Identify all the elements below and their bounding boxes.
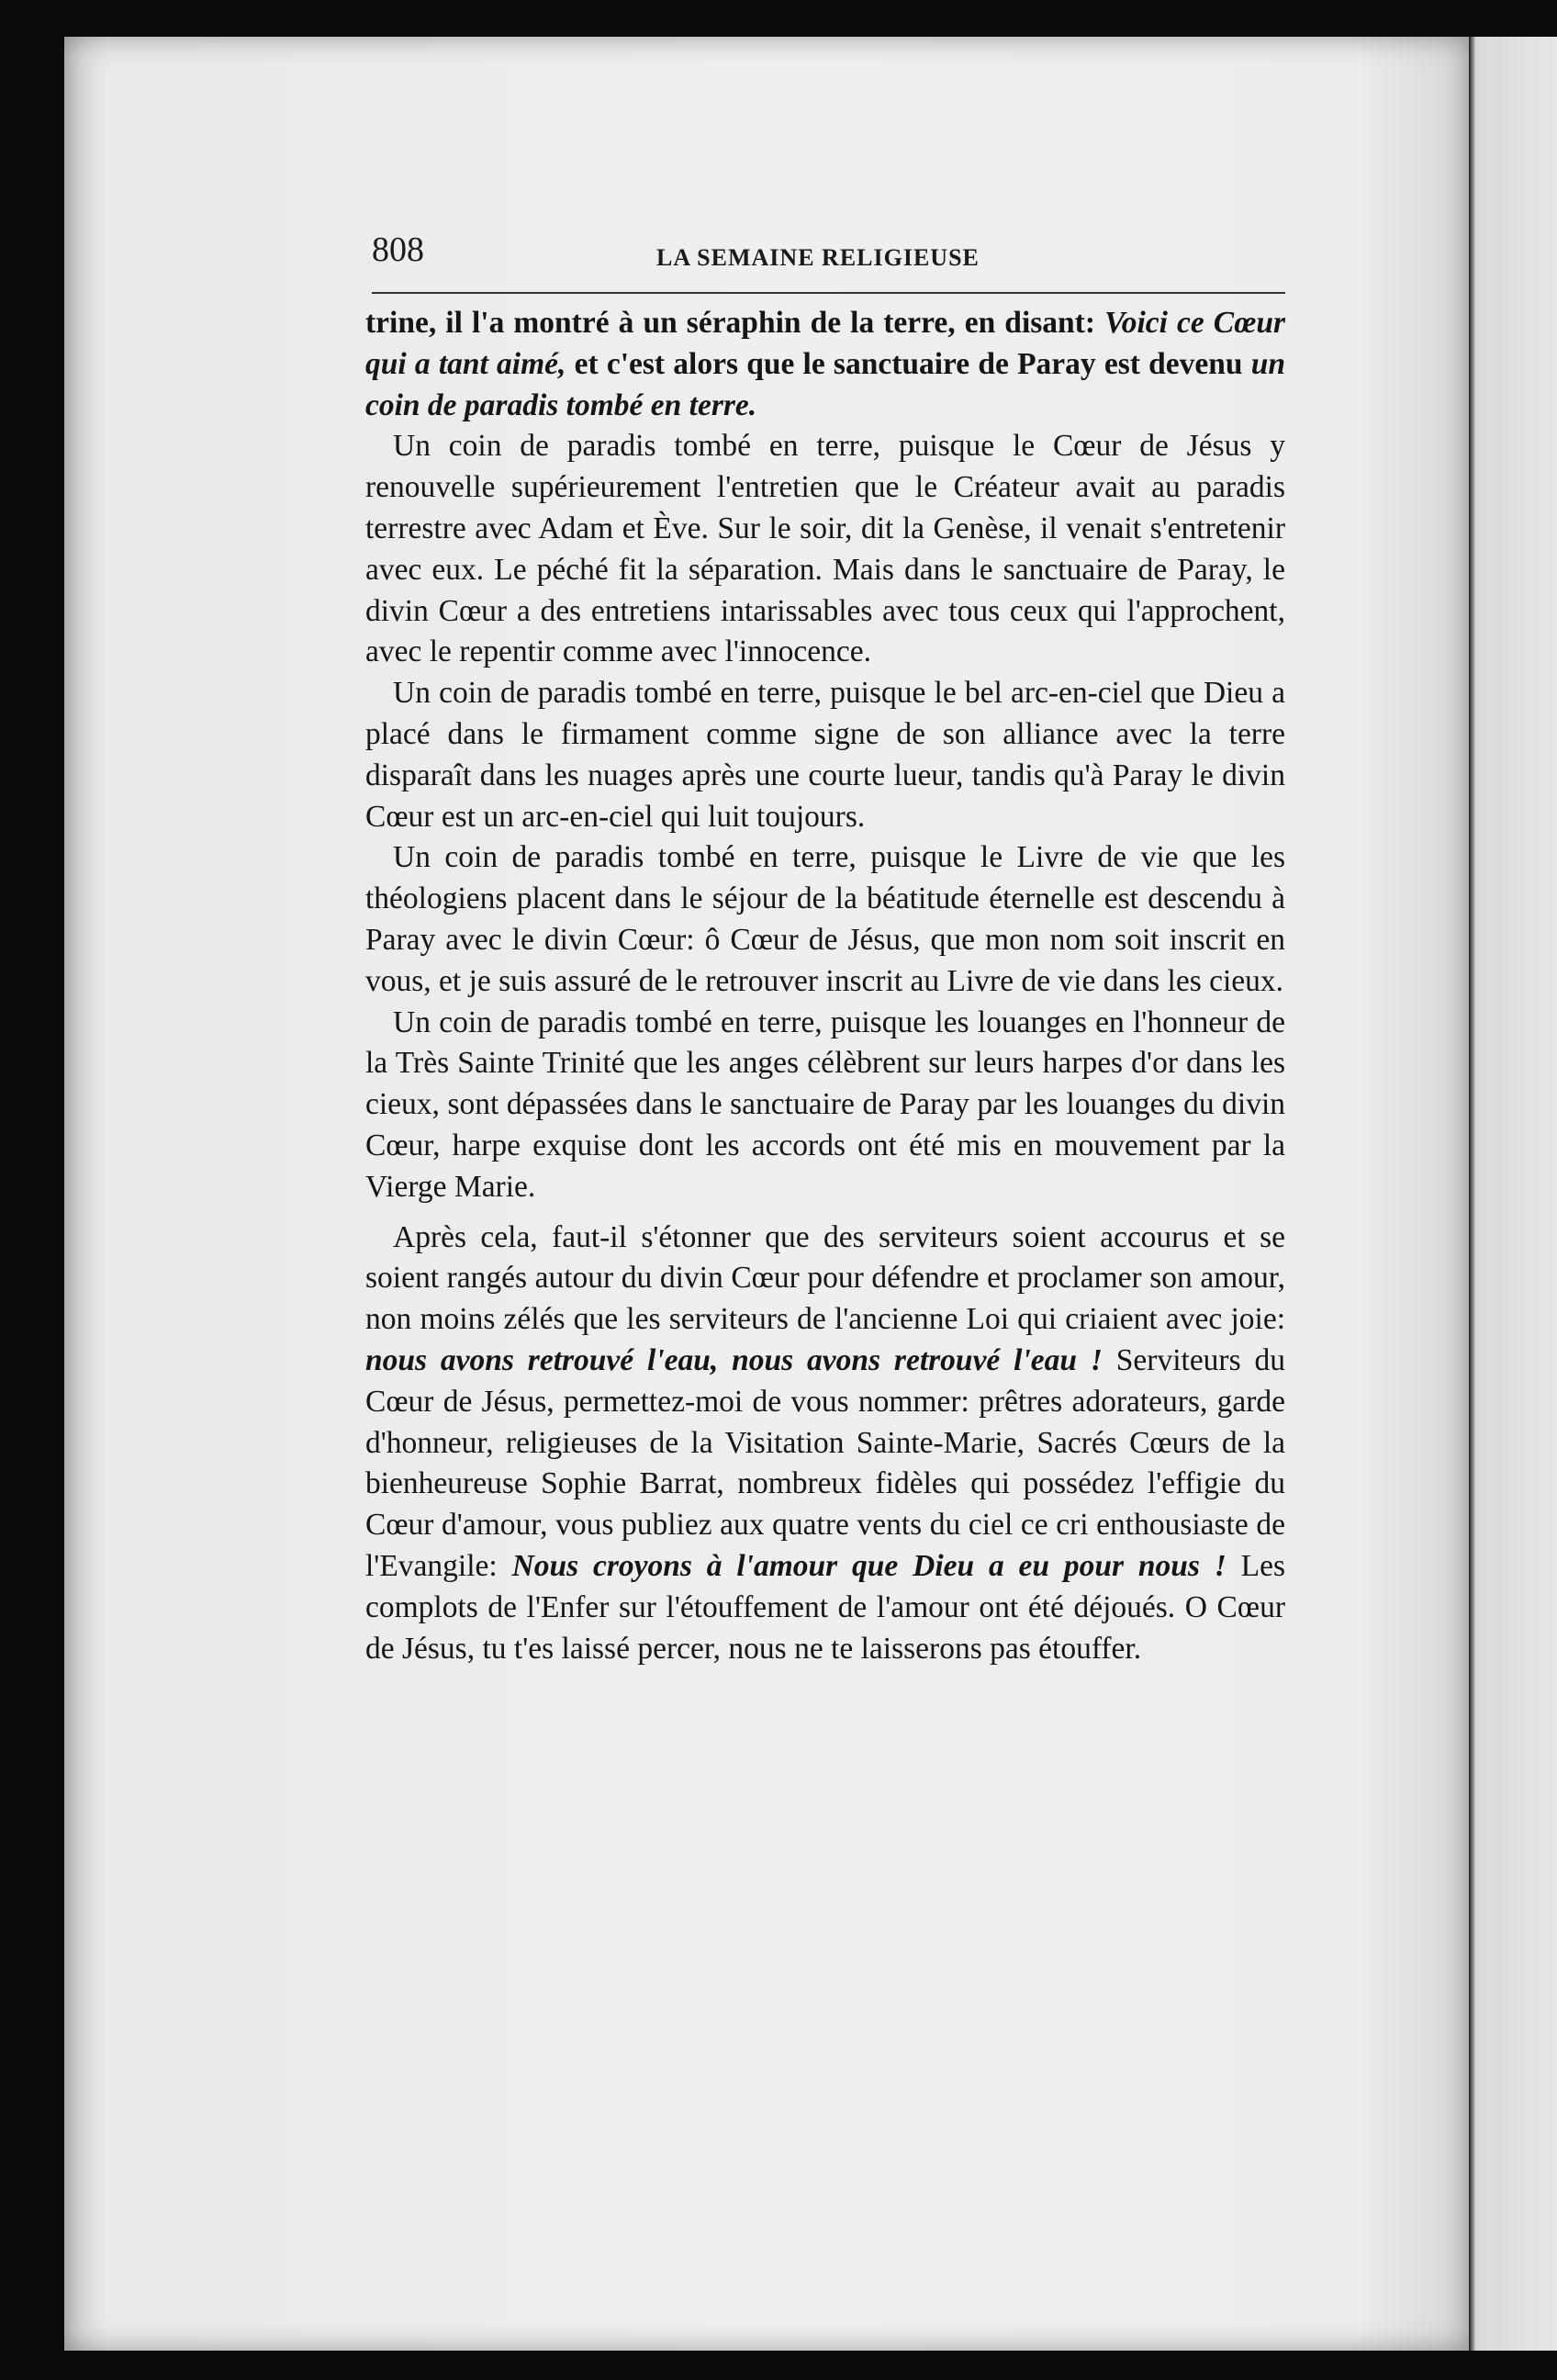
page-header (372, 230, 1285, 285)
paragraph-1-text-2: et c'est alors que le sanctuaire de Paray est devenu (566, 346, 1251, 381)
paragraph-6-text: Après cela, faut-il s'étonner que des serviteurs soient accourus et se soient rangés autour du divin Cœur pour défendre et proclamer son amour, non moins zélés que les serviteurs de l'ancienne Loi qui criaient avec joie: (365, 1219, 1285, 1337)
paragraph-6-text-2: Serviteurs du Cœur de Jésus, permettez-moi de vous nommer: prêtres adorateurs, garde d'honneur, religieuses de la Visitation Sainte-Marie, Sacrés Cœurs de la bienheureuse Sophie Barrat, nombreux fidèles qui possédez l'effigie du Cœur d'amour, vous publiez aux quatre vents du ciel ce cri enthousiaste de l'Evangile: (365, 1342, 1285, 1583)
paragraph-6-quote-2: Nous croyons à l'amour que Dieu a eu pour nous ! (511, 1548, 1227, 1583)
paragraph-1-emphasis: un coin de paradis tombé en terre. (365, 346, 1285, 422)
paragraph-1-text: trine, il l'a montré à un séraphin de la terre, en disant: (365, 306, 1105, 340)
header-rule (372, 292, 1285, 294)
paragraph-6-quote: nous avons retrouvé l'eau, nous avons retrouvé l'eau ! (365, 1342, 1103, 1377)
facing-page-edge (1469, 37, 1557, 2351)
paragraph-6-text-3: Les complots de l'Enfer sur l'étouffement de l'amour ont été déjoués. O Cœur de Jésus, tu t'es laissé percer, nous ne te laisserons pas étouffer. (365, 1548, 1285, 1666)
paragraph-5: Un coin de paradis tombé en terre, puisque les louanges en l'honneur de la Très Sainte Trinité que les anges célèbrent sur leurs harpes d'or dans les cieux, sont dépassées dans le sanctuaire de Paray par les louanges du divin Cœur, harpe exquise dont les accords ont été mis en mouvement par la Vierge Marie. (365, 1005, 1285, 1204)
paragraph-3: Un coin de paradis tombé en terre, puisque le bel arc-en-ciel que Dieu a placé dans le firmament comme signe de son alliance avec la terre disparaît dans les nuages après une courte lueur, tandis qu'à Paray le divin Cœur est un arc-en-ciel qui luit toujours. (365, 676, 1285, 834)
paragraph-2: Un coin de paradis tombé en terre, puisque le Cœur de Jésus y renouvelle supérieurement l'entretien que le Créateur avait au paradis terrestre avec Adam et Ève. Sur le soir, dit la Genèse, il venait s'entretenir avec eux. Le péché fit la séparation. Mais dans le sanctuaire de Paray, le divin Cœur a des entretiens intarissables avec tous ceux qui l'approchent, avec le repentir comme avec l'innocence. (365, 429, 1285, 669)
paragraph-6 (365, 1218, 1285, 1670)
article-body (365, 303, 1285, 1669)
paragraph-1-quote: Voici ce Cœur qui a tant aimé, (365, 306, 1286, 381)
paragraph-4: Un coin de paradis tombé en terre, puisque le Livre de vie que les théologiens placent dans le séjour de la béatitude éternelle est descendu à Paray avec le divin Cœur: ô Cœur de Jésus, que mon nom soit inscrit en vous, et je suis assuré de le retrouver inscrit au Livre de vie dans les cieux. (365, 840, 1285, 998)
paragraph-1 (365, 303, 1285, 426)
running-title: LA SEMAINE RELIGIEUSE (656, 244, 980, 271)
page-number: 808 (372, 230, 424, 269)
